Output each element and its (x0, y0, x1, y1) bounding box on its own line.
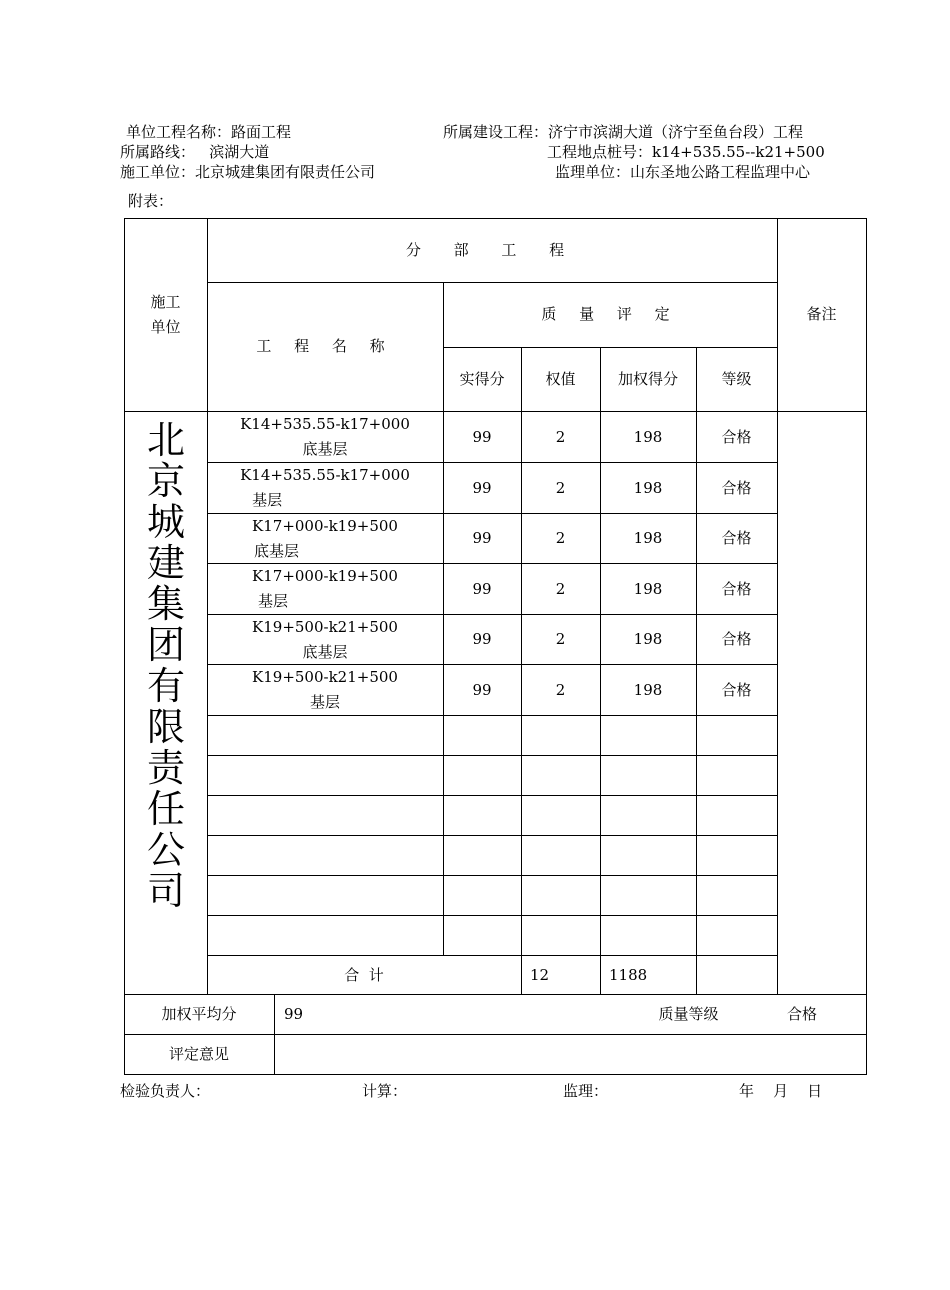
quality-grade-label: 质量等级 (658, 1005, 719, 1023)
row-name-line2: 底基层 (302, 642, 348, 661)
header-remark: 备注 (806, 305, 837, 323)
construction-unit-char: 责 (146, 746, 185, 790)
construction-unit-char: 司 (146, 869, 185, 913)
construction-unit-name (126, 420, 206, 912)
date-label: 年 月 日 (739, 1082, 823, 1100)
attachment-label: 附表： (128, 192, 174, 210)
weighted-average-label: 加权平均分 (161, 1005, 237, 1023)
row-name-line1: K14+535.55-k17+000 (240, 415, 410, 433)
route: 所属路线： 滨湖大道 (120, 143, 270, 161)
row-weight: 2 (555, 630, 566, 648)
row-weight: 2 (555, 427, 566, 446)
evaluation-opinion-value (274, 1035, 866, 1074)
construction-unit-char: 京 (146, 459, 185, 503)
construction-unit-char: 公 (146, 828, 185, 872)
construction-unit-char: 任 (146, 787, 185, 831)
total-weighted-score: 1188 (609, 965, 648, 984)
row-weighted-score: 198 (633, 680, 663, 699)
row-score: 99 (472, 579, 492, 598)
construction-unit-char: 有 (146, 664, 185, 708)
row-name-line2: 基层 (258, 592, 289, 610)
construction-unit-char: 北 (146, 418, 185, 462)
header-quality-evaluation: 质 量 评 定 (541, 305, 679, 323)
evaluation-opinion-label: 评定意见 (168, 1045, 229, 1063)
construction-unit-char: 团 (146, 623, 185, 667)
row-name-line2: 底基层 (254, 541, 300, 560)
row-score: 99 (472, 427, 492, 446)
row-grade: 合格 (721, 630, 752, 648)
row-weight: 2 (555, 680, 566, 699)
header-weight: 权值 (545, 369, 576, 388)
supervision-label: 监理： (563, 1082, 609, 1100)
row-weight: 2 (555, 529, 566, 547)
calculator-label: 计算： (362, 1082, 408, 1100)
total-weight: 12 (530, 965, 550, 984)
row-score: 99 (472, 478, 492, 497)
row-score: 99 (472, 630, 492, 648)
header-score: 实得分 (459, 369, 505, 388)
weighted-average-value: 99 (284, 1005, 304, 1023)
quality-grade-value: 合格 (787, 1005, 818, 1023)
total-label: 合 计 (344, 965, 384, 984)
construction-unit-char: 集 (146, 582, 185, 626)
header-construction-unit-line2: 单位 (150, 317, 181, 336)
row-grade: 合格 (721, 427, 752, 446)
row-name-line1: K19+500-k21+500 (252, 617, 398, 636)
header-weighted-score: 加权得分 (617, 369, 678, 388)
row-grade: 合格 (721, 579, 752, 598)
row-name-line2: 基层 (252, 491, 283, 509)
header-sub-project: 分 部 工 程 (405, 240, 579, 259)
row-name-line2: 基层 (309, 693, 340, 711)
row-grade: 合格 (721, 478, 752, 497)
inspector-label: 检验负责人： (120, 1082, 211, 1100)
row-weighted-score: 198 (633, 529, 663, 547)
row-score: 99 (472, 680, 492, 699)
row-name-line1: K19+500-k21+500 (252, 668, 398, 686)
unit-project-name: 单位工程名称：路面工程 (126, 123, 292, 141)
header-grade: 等级 (721, 369, 752, 388)
row-name-line1: K17+000-k19+500 (252, 516, 398, 535)
row-name-line2: 底基层 (302, 440, 348, 458)
row-score: 99 (472, 529, 492, 547)
row-weighted-score: 198 (633, 630, 663, 648)
row-grade: 合格 (721, 680, 752, 699)
row-grade: 合格 (721, 529, 752, 547)
row-weighted-score: 198 (633, 478, 663, 497)
header-project-name: 工 程 名 称 (256, 337, 394, 355)
supervisor: 监理单位：山东圣地公路工程监理中心 (555, 163, 811, 181)
row-weight: 2 (555, 478, 566, 497)
construction-project: 所属建设工程：济宁市滨湖大道（济宁至鱼台段）工程 (443, 123, 804, 141)
construction-unit-char: 建 (146, 541, 185, 585)
stake-number: 工程地点桩号：k14+535.55--k21+500 (547, 143, 825, 161)
row-weighted-score: 198 (633, 427, 663, 446)
row-name-line1: K14+535.55-k17+000 (240, 466, 410, 484)
row-name-line1: K17+000-k19+500 (252, 567, 398, 585)
row-weight: 2 (555, 579, 566, 598)
construction-unit-char: 城 (146, 500, 185, 544)
header-construction-unit-line1: 施工 (150, 292, 181, 311)
construction-unit-char: 限 (146, 705, 185, 749)
row-weighted-score: 198 (633, 579, 663, 598)
contractor: 施工单位：北京城建集团有限责任公司 (120, 163, 376, 181)
header-construction-unit (124, 218, 207, 411)
